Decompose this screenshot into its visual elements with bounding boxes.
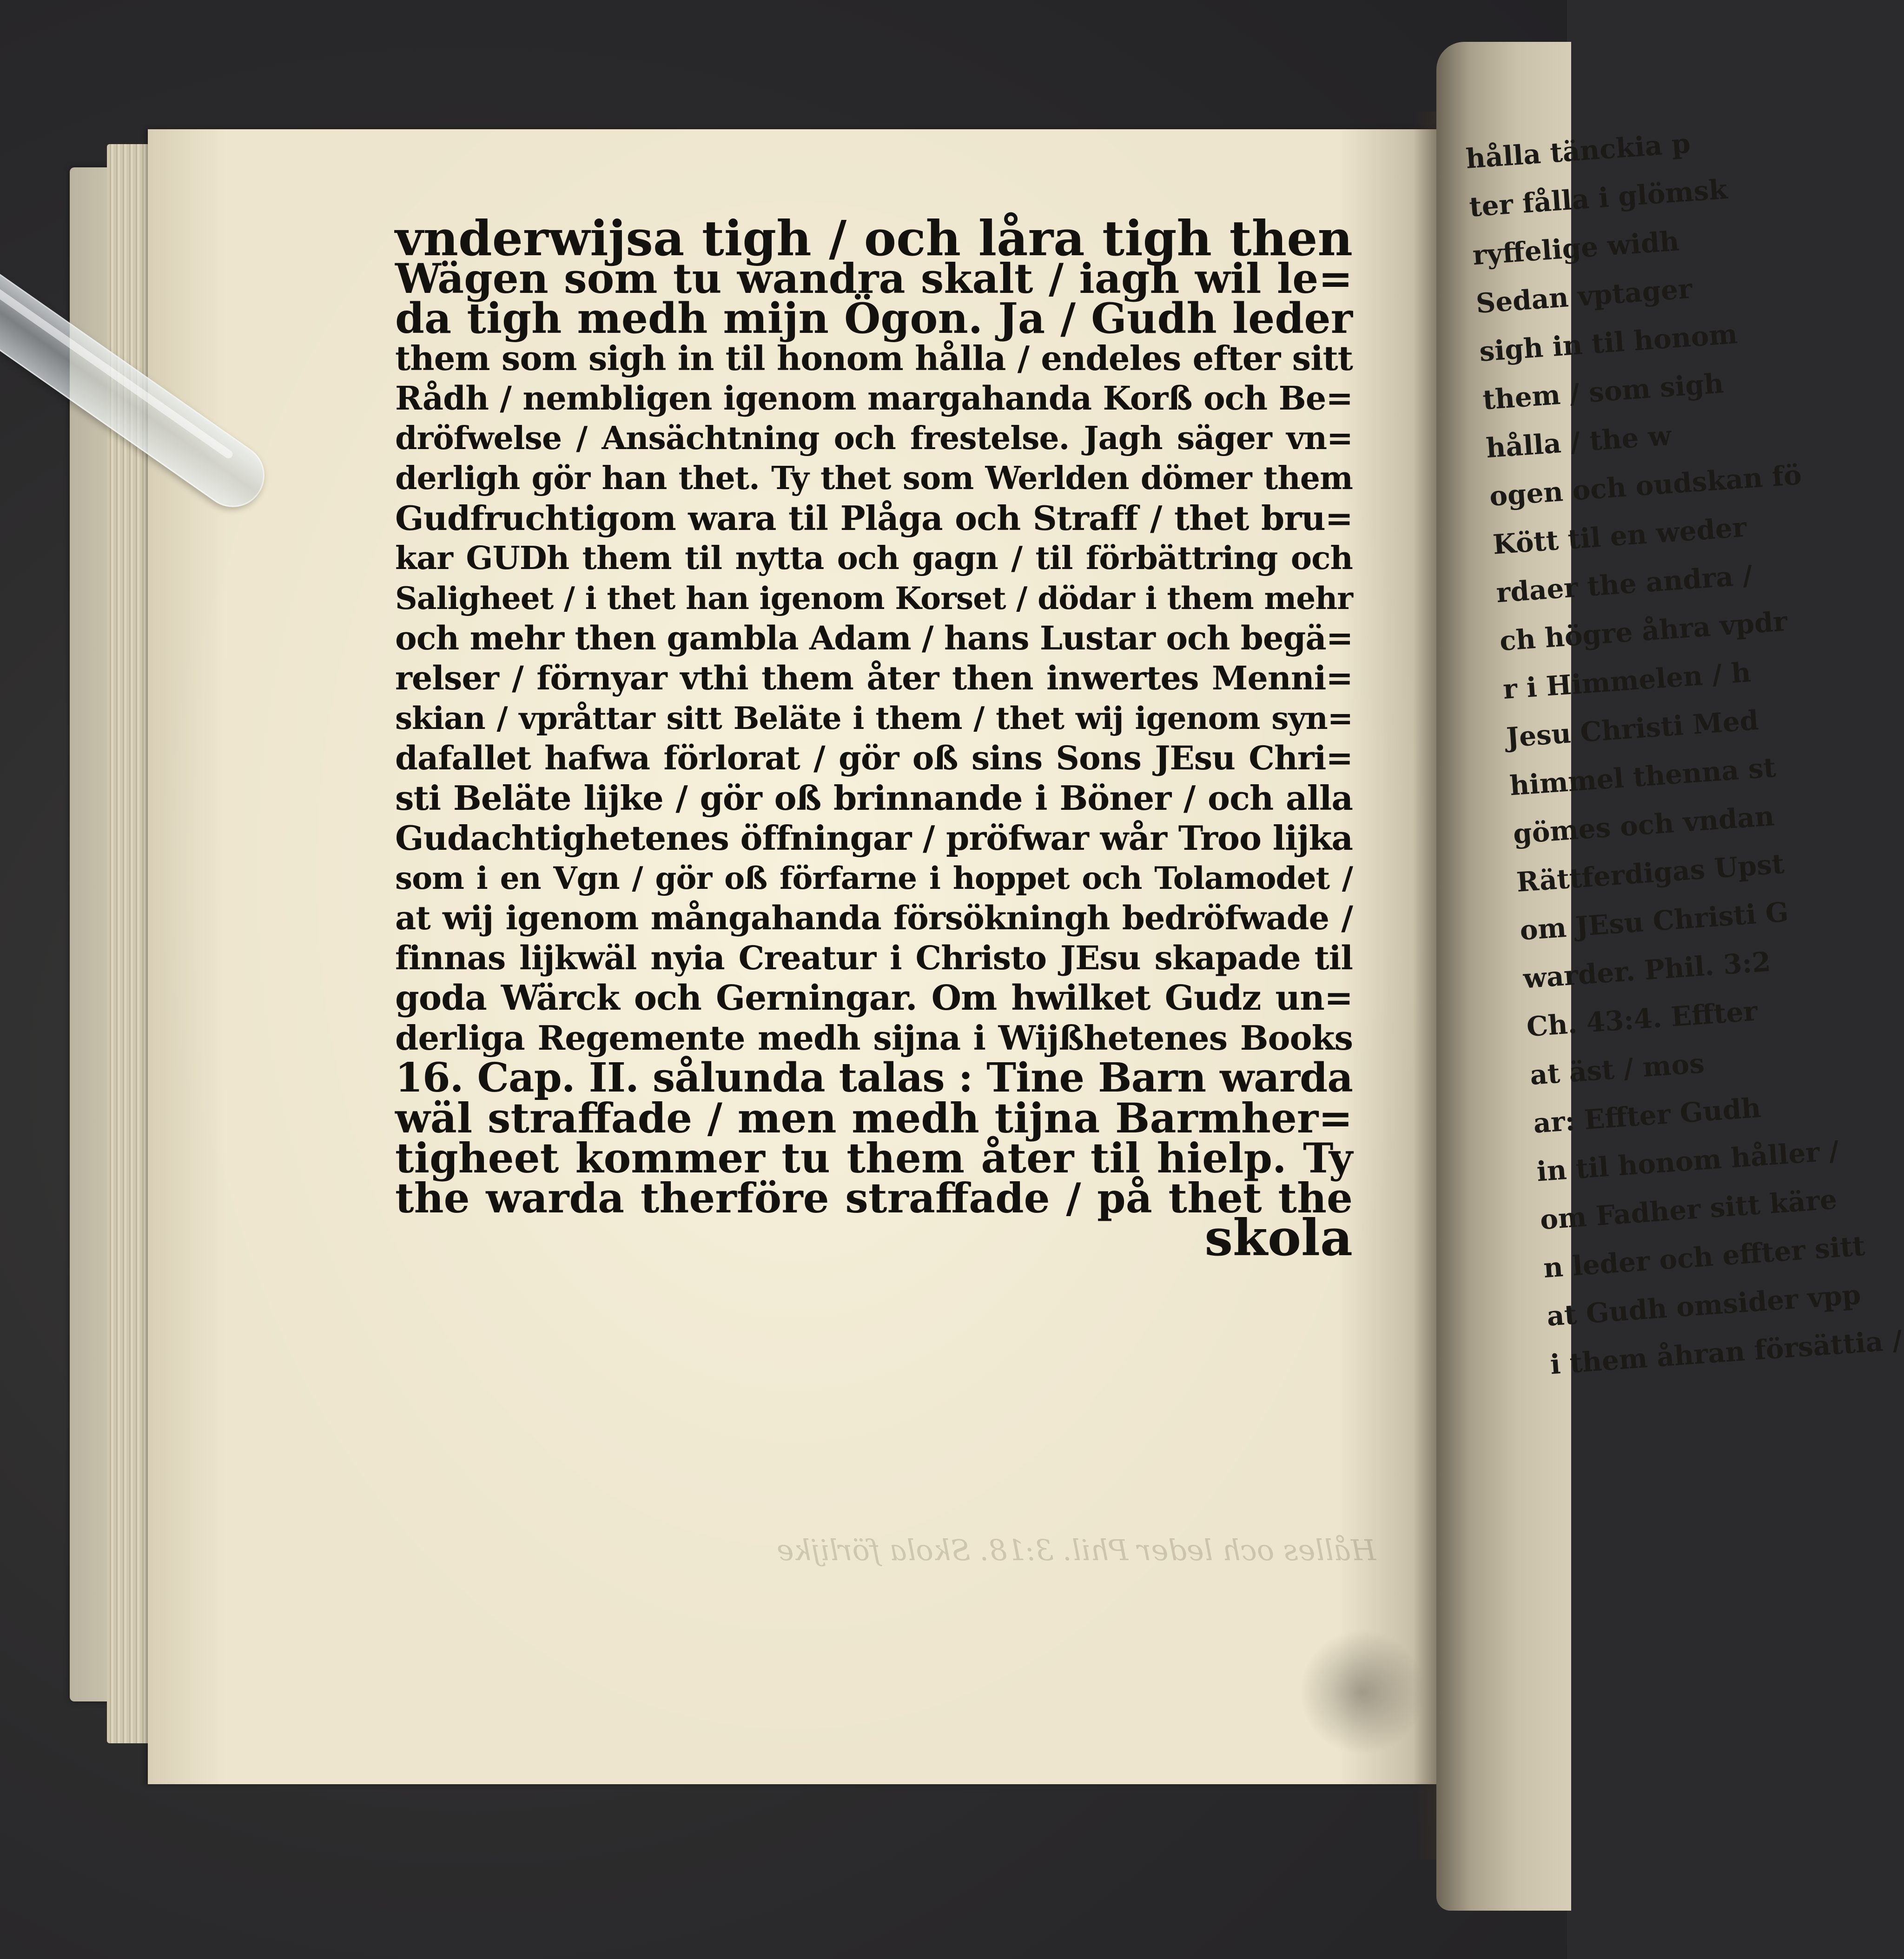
facing-line: Sedan vptager [1475,272,1693,320]
facing-line: Jesu Christi Med [1505,704,1760,754]
facing-line: i them åhran försättia / [1549,1324,1904,1381]
facing-line: at äst / mos [1529,1047,1706,1091]
facing-line: warder. Phil. 3:2 [1522,946,1772,995]
catchword: skola [1204,1209,1353,1267]
main-text-block [395,210,1353,1267]
text-line: them som sigh in til honom hålla / endeles efter sitt [395,338,1353,378]
text-line: goda Wärck och Gerningar. Om hwilket Gudz un= [395,978,1353,1018]
text-line: 16. Cap. II. sålunda talas : Tine Barn warda [395,1054,1353,1101]
text-line: wäl straffade / men medh tijna Barmher= [395,1094,1353,1142]
facing-line: Rättferdigas Upst [1515,847,1785,898]
text-line: at wij igenom mångahanda försökningh bedröfwade / [395,899,1353,937]
facing-line: ter fålla i glömsk [1468,173,1729,223]
facing-line: ch högre åhra vpdr [1498,605,1789,657]
ink-smudge [1302,1627,1422,1757]
facing-page [1436,42,1904,1911]
text-line: kar GUDh them til nytta och gagn / til förbättring och [395,540,1353,577]
facing-line: Kött til en weder [1492,511,1748,561]
facing-line: sigh in til honom [1478,318,1739,368]
text-line: derliga Regemente medh sijna i Wijßhetenes Books [395,1018,1353,1058]
text-line: vnderwijsa tigh / och låra tigh then [395,210,1353,267]
facing-page-text [1464,126,1904,1389]
facing-line: at Gudh omsider vpp [1546,1278,1862,1332]
text-line: the warda therföre straffade / på thet the [395,1174,1353,1222]
text-line: relser / förnyar vthi them åter then inwertes Menni= [395,659,1353,697]
text-line: dafallet hafwa förlorat / gör oß sins Sons JEsu Chri= [395,739,1353,777]
facing-line: Ch. 43:4. Effter [1525,995,1759,1043]
facing-line: in til honom håller / [1535,1135,1840,1188]
text-line: Gudachtighetenes öffningar / pröfwar wår Troo lijka [395,818,1353,858]
facing-line: om Fadher sitt käre [1539,1183,1838,1236]
facing-line: ar: Effter Gudh [1532,1092,1762,1139]
text-line: skian / vpråttar sitt Beläte i them / thet wij igenom syn= [395,700,1353,736]
text-line: Saligheet / i thet han igenom Korset / dödar i them mehr [395,580,1353,616]
facing-line: hålla tänckia p [1465,127,1692,175]
show-through-line: Hålles och leder Phil. 3:18. Skola förlijke [776,1533,1376,1567]
text-line: tigheet kommer tu them åter til hielp. Ty [395,1134,1353,1182]
text-line: derligh gör han thet. Ty thet som Werlden dömer them [395,460,1353,497]
facing-line: r i Himmelen / h [1502,656,1752,706]
text-line: dröfwelse / Ansächtning och frestelse. Jagh säger vn= [395,420,1353,457]
facing-line: rdaer the andra / [1495,559,1754,609]
facing-line: gömes och vndan [1512,800,1776,850]
text-line: finnas lijkwäl nyia Creatur i Christo JEsu skapade til [395,939,1353,977]
facing-line: himmel thenna st [1508,751,1777,802]
facing-line: n leder och effter sitt [1542,1230,1866,1284]
facing-line: hålla / the w [1485,419,1673,464]
text-line: och mehr then gambla Adam / hans Lustar och begä= [395,619,1353,657]
show-through-text [725,1529,1376,1571]
facing-line: ogen och oudskan fö [1488,459,1803,513]
text-line: Gudfruchtigom wara til Plåga och Straff / thet bru= [395,498,1353,538]
text-line: da tigh medh mijn Ögon. Ja / Gudh leder [395,294,1353,343]
text-line: Wägen som tu wandra skalt / iagh wil le= [395,254,1353,303]
text-line: Rådh / nembligen igenom margahanda Korß och Be= [395,379,1353,417]
text-line: som i en Vgn / gör oß förfarne i hoppet och Tolamodet / [395,860,1353,896]
facing-line: them / som sigh [1481,367,1725,416]
facing-line: om JEsu Christi G [1519,896,1790,946]
facing-line: ryffelige widh [1471,225,1680,271]
text-line: sti Beläte lijke / gör oß brinnande i Böner / och alla [395,778,1353,818]
